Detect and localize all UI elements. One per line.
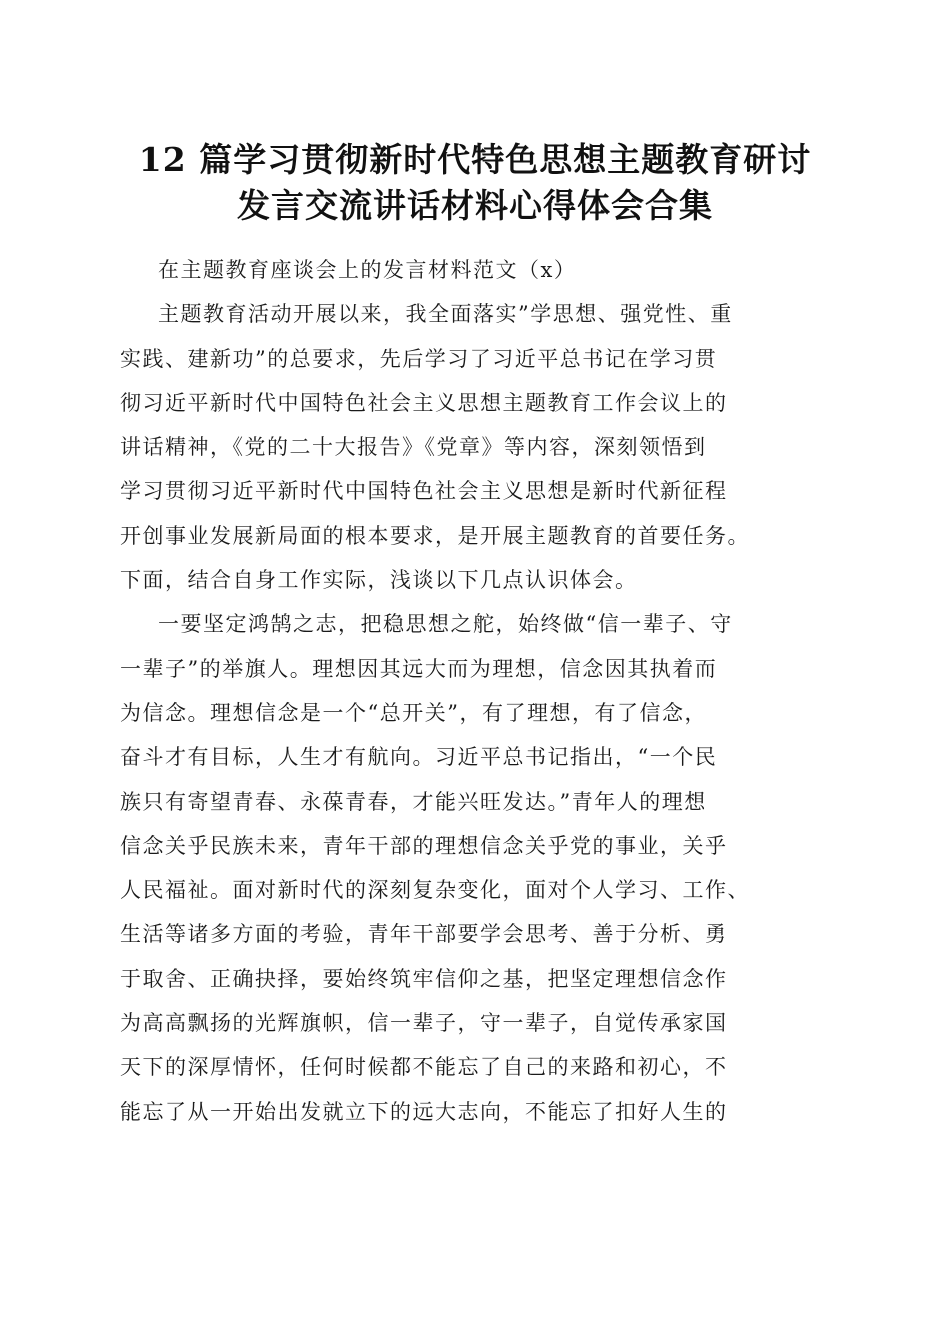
- paragraph-2-line: 信念关乎民族未来，青年干部的理想信念关乎党的事业，关乎: [120, 833, 728, 858]
- paragraph-1-line: 主题教育活动开展以来，我全面落实”学思想、强党性、重: [158, 302, 733, 327]
- paragraph-2-line: 为信念。理想信念是一个“总开关”，有了理想，有了信念，: [120, 700, 707, 725]
- title-line-1: 12 篇学习贯彻新时代特色思想主题教育研讨: [138, 140, 812, 179]
- paragraph-1-line: 讲话精神，《党的二十大报告》《党章》等内容，深刻领悟到: [120, 435, 707, 460]
- paragraph-2-line: 天下的深厚情怀，任何时候都不能忘了自己的来路和初心，不: [120, 1055, 728, 1080]
- document-title: [0, 137, 950, 229]
- paragraph-2-line: 人民福祉。面对新时代的深刻复杂变化，面对个人学习、工作、: [120, 878, 750, 903]
- paragraph-2-line: 生活等诸多方面的考验，青年干部要学会思考、善于分析、勇: [120, 922, 728, 947]
- paragraph-2-line: 奋斗才有目标，人生才有航向。习近平总书记指出，“一个民: [120, 745, 718, 770]
- paragraph-1-line: 实践、建新功”的总要求，先后学习了习近平总书记在学习贯: [120, 346, 718, 371]
- paragraph-2-line: 为高高飘扬的光辉旗帜，信一辈子，守一辈子，自觉传承家国: [120, 1011, 728, 1036]
- paragraph-2-line: 族只有寄望青春、永葆青春，才能兴旺发达。”青年人的理想: [120, 789, 707, 814]
- paragraph-1-line: 学习贯彻习近平新时代中国特色社会主义思想是新时代新征程: [120, 479, 728, 504]
- paragraph-2-line: 于取舍、正确抉择，要始终筑牢信仰之基，把坚定理想信念作: [120, 966, 728, 991]
- title-line-2: 发言交流讲话材料心得体会合集: [237, 186, 713, 225]
- subtitle: 在主题教育座谈会上的发言材料范文（x）: [158, 258, 577, 282]
- paragraph-2-line: 能忘了从一开始出发就立下的远大志向，不能忘了扣好人生的: [120, 1099, 728, 1124]
- paragraph-1-line: 下面，结合自身工作实际，浅谈以下几点认识体会。: [120, 568, 638, 593]
- paragraph-2-line: 一要坚定鸿鹄之志，把稳思想之舵，始终做“信一辈子、守: [158, 612, 733, 637]
- paragraph-1-line: 开创事业发展新局面的根本要求，是开展主题教育的首要任务。: [120, 523, 750, 548]
- paragraph-2-line: 一辈子”的举旗人。理想因其远大而为理想，信念因其执着而: [120, 656, 718, 681]
- document-body: [120, 248, 830, 1134]
- paragraph-1-line: 彻习近平新时代中国特色社会主义思想主题教育工作会议上的: [120, 390, 728, 415]
